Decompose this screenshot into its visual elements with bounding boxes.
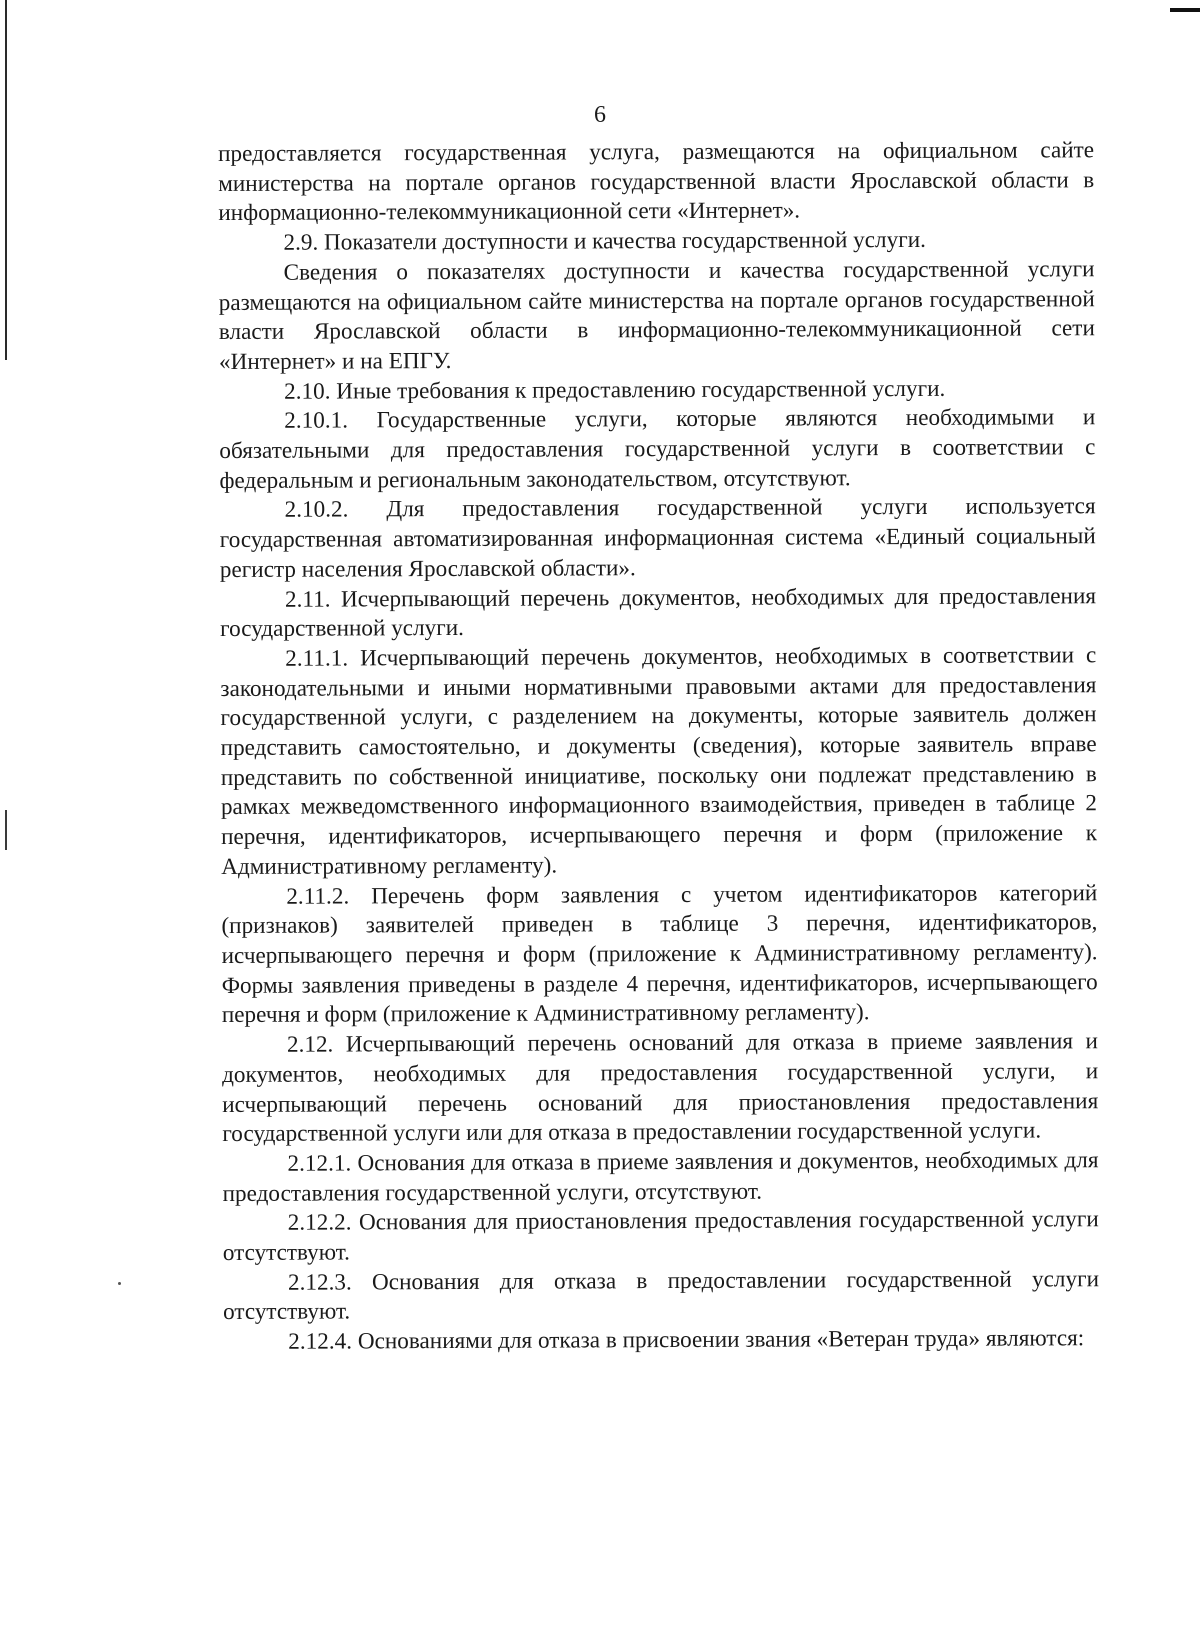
paragraph: 2.12.2. Основания для приостановления предоставления государственной услуги отсутствуют. [222,1206,1099,1267]
page-number: 6 [594,102,606,128]
paragraph: 2.12.3. Основания для отказа в предоставлении государственной услуги отсутствуют. [223,1265,1100,1326]
paragraph: 2.10.2. Для предоставления государственной услуги используется государственная автоматизированная информационная система «Единый социальный регистр населения Ярославской области». [219,493,1096,583]
paragraph: 2.11.1. Исчерпывающий перечень документов, необходимых в соответствии с законодательными и иными нормативными правовыми актами для предоставления государственной услуги, с разделением на документы, которые заявитель должен представить самостоятельно, и документы (сведения), которые заявитель вправе представить по собственной инициативе, поскольку они подлежат представлению в рамках межведомственного информационного взаимодействия, приведен в таблице 2 перечня, идентификаторов, исчерпывающего перечня и форм (приложение к Административному регламенту). [220,642,1098,880]
paragraph: 2.10. Иные требования к предоставлению государственной услуги. [284,375,946,405]
paragraph: Сведения о показателях доступности и качества государственной услуги размещаются на официальном сайте министерства на портале органов государственной власти Ярославской области в информационно-телекоммуникационной сети «Интернет» и на ЕПГУ. [218,255,1095,375]
paragraph: 2.12.4. Основаниями для отказа в присвоении звания «Ветеран труда» являются: [288,1325,1085,1355]
paragraph: 2.11. Исчерпывающий перечень документов, необходимых для предоставления государственной услуги. [220,582,1097,643]
scan-edge-mark [5,0,7,360]
paragraph: 2.9. Показатели доступности и качества государственной услуги. [283,227,926,256]
paragraph: 2.10.1. Государственные услуги, которые являются необходимыми и обязательными для предоставления государственной услуги в соответствии с федеральным и региональным законодательством, отсутствуют. [219,404,1096,494]
scan-speck [118,1282,121,1285]
paragraph: 2.12. Исчерпывающий перечень оснований для отказа в приеме заявления и документов, необходимых для предоставления государственной услуги, и исчерпывающий перечень оснований для приостановления предоставления государственной услуги или для отказа в предоставлении государственной услуги. [222,1028,1099,1148]
paragraph: предоставляется государственная услуга, размещаются на официальном сайте министерства на портале органов государственной власти Ярославской области в информационно-телекоммуникационной сети «Интернет». [218,137,1095,227]
paragraph: 2.11.2. Перечень форм заявления с учетом идентификаторов категорий (признаков) заявителей приведен в таблице 3 перечня, идентификаторов, исчерпывающего перечня и форм (приложение к Административному регламенту). Формы заявления приведены в разделе 4 перечня, идентификаторов, исчерпывающего перечня и форм (приложение к Административному регламенту). [221,879,1098,1029]
paragraph: 2.12.1. Основания для отказа в приеме заявления и документов, необходимых для предоставления государственной услуги, отсутствуют. [222,1147,1099,1207]
scan-corner-mark [1170,8,1200,12]
scan-edge-mark [5,810,7,850]
document-body [218,136,1099,1358]
